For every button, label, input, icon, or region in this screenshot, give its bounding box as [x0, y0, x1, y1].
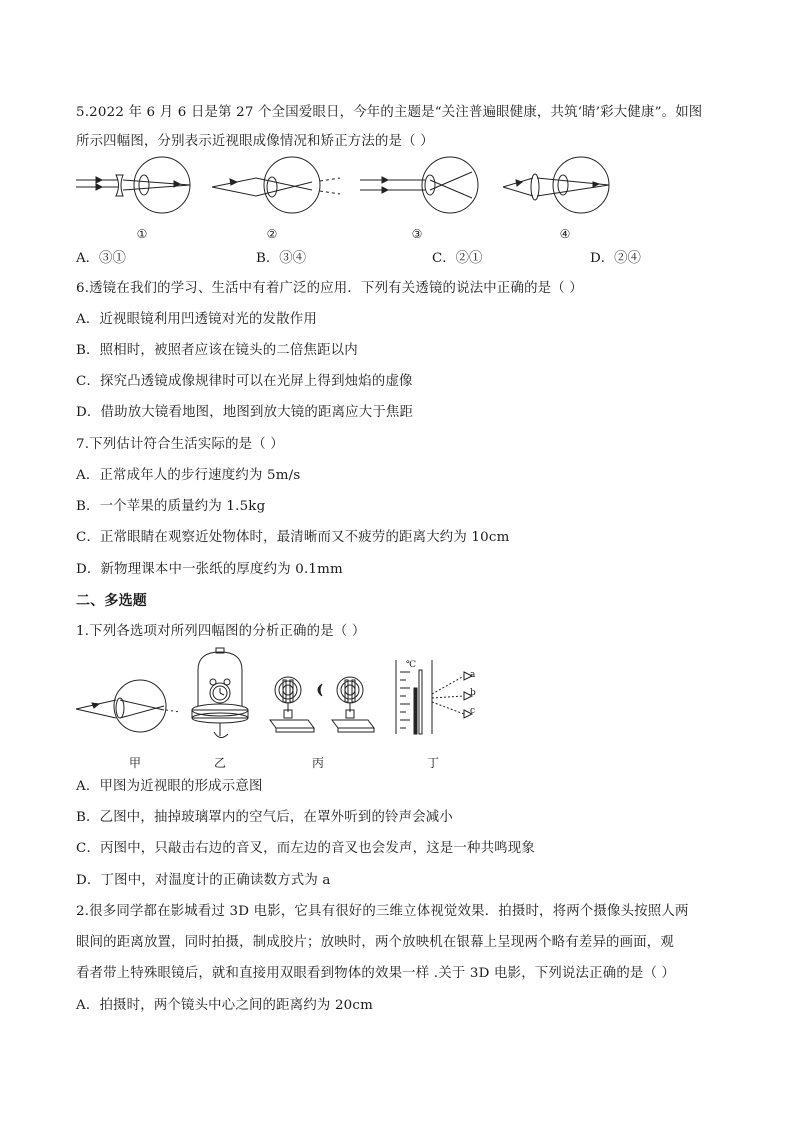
m1-caption-jia: 甲: [128, 756, 141, 770]
q6-stem: 6.透镜在我们的学习、生活中有着广泛的应用．下列有关透镜的说法中正确的是（ ）: [76, 281, 583, 296]
q5-option-c: C．②①: [432, 251, 483, 266]
m2-stem-line1: 2.很多同学都在影城看过 3D 电影，它具有很好的三维立体视觉效果．拍摄时，将两个摄像头按照人两: [76, 904, 689, 919]
q6-option-d: D．借助放大镜看地图，地图到放大镜的距离应大于焦距: [76, 405, 414, 420]
m2-option-a: A．拍摄时，两个镜头中心之间的距离约为 20cm: [76, 998, 373, 1013]
q5-caption-2: ②: [266, 227, 278, 241]
q5-stem-line1: 5.2022 年 6 月 6 日是第 27 个全国爱眼日，今年的主题是“关注普遍眼健康，共筑‘睛’彩大健康”。如图: [76, 105, 703, 120]
q7-stem: 7.下列估计符合生活实际的是（ ）: [76, 437, 284, 452]
m1-figure-ding-thermometer: [392, 658, 492, 738]
q5-caption-4: ④: [559, 227, 571, 241]
m1-thermometer-label-a: a: [470, 670, 476, 680]
m2-stem-line2: 眼间的距离放置，同时拍摄，制成胶片；放映时，两个放映机在银幕上呈现两个略有差异的画面，观: [76, 935, 674, 950]
q7-option-b: B．一个苹果的质量约为 1.5kg: [76, 499, 266, 514]
q5-option-d: D．②④: [590, 251, 641, 266]
m1-caption-yi: 乙: [213, 756, 226, 770]
m1-option-a: A．甲图为近视眼的形成示意图: [76, 779, 263, 794]
q5-figure-3: [360, 160, 490, 224]
q5-figure-2: [212, 160, 342, 224]
q5-option-b: B．③④: [256, 251, 307, 266]
m1-option-d: D．丁图中，对温度计的正确读数方式为 a: [76, 873, 331, 888]
q6-option-c: C．探究凸透镜成像规律时可以在光屏上得到烛焰的虚像: [76, 374, 413, 389]
q5-option-a: A．③①: [76, 251, 126, 266]
q5-caption-1: ①: [136, 227, 148, 241]
q5-figure-1: [76, 160, 201, 224]
q6-option-a: A．近视眼镜利用凹透镜对光的发散作用: [76, 312, 317, 327]
section-title-multiple-choice: 二、多选题: [76, 593, 147, 609]
m1-thermometer-label-c: c: [470, 706, 476, 716]
m1-thermometer-label-b: b: [470, 688, 476, 698]
m1-thermometer-unit: ℃: [406, 660, 417, 670]
m1-figure-yi-bell-jar: [188, 648, 253, 748]
m1-figure-bing-tuning-forks: [268, 672, 378, 736]
q5-stem-line2: 所示四幅图，分别表示近视眼成像情况和矫正方法的是（ ）: [76, 134, 434, 149]
q7-option-d: D．新物理课本中一张纸的厚度约为 0.1mm: [76, 562, 343, 577]
m1-option-b: B．乙图中，抽掉玻璃罩内的空气后，在罩外听到的铃声会减小: [76, 810, 453, 825]
q7-option-a: A．正常成年人的步行速度约为 5m/s: [76, 468, 301, 483]
m1-caption-bing: 丙: [311, 756, 324, 770]
m1-option-c: C．丙图中，只敲击右边的音叉，而左边的音叉也会发声，这是一种共鸣现象: [76, 841, 535, 856]
m1-caption-ding: 丁: [426, 756, 439, 770]
q5-caption-3: ③: [411, 227, 423, 241]
q6-option-b: B．照相时，被照者应该在镜头的二倍焦距以内: [76, 343, 358, 358]
q7-option-c: C．正常眼睛在观察近处物体时，最清晰而又不疲劳的距离大约为 10cm: [76, 530, 510, 545]
m1-figure-jia-eye: [76, 676, 186, 736]
m1-stem: 1.下列各选项对所列四幅图的分析正确的是（ ）: [76, 624, 366, 639]
q5-figure-4: [503, 160, 618, 224]
m2-stem-line3: 看者带上特殊眼镜后，就和直接用双眼看到物体的效果一样 .关于 3D 电影，下列说法正确的是（ ）: [76, 966, 676, 981]
